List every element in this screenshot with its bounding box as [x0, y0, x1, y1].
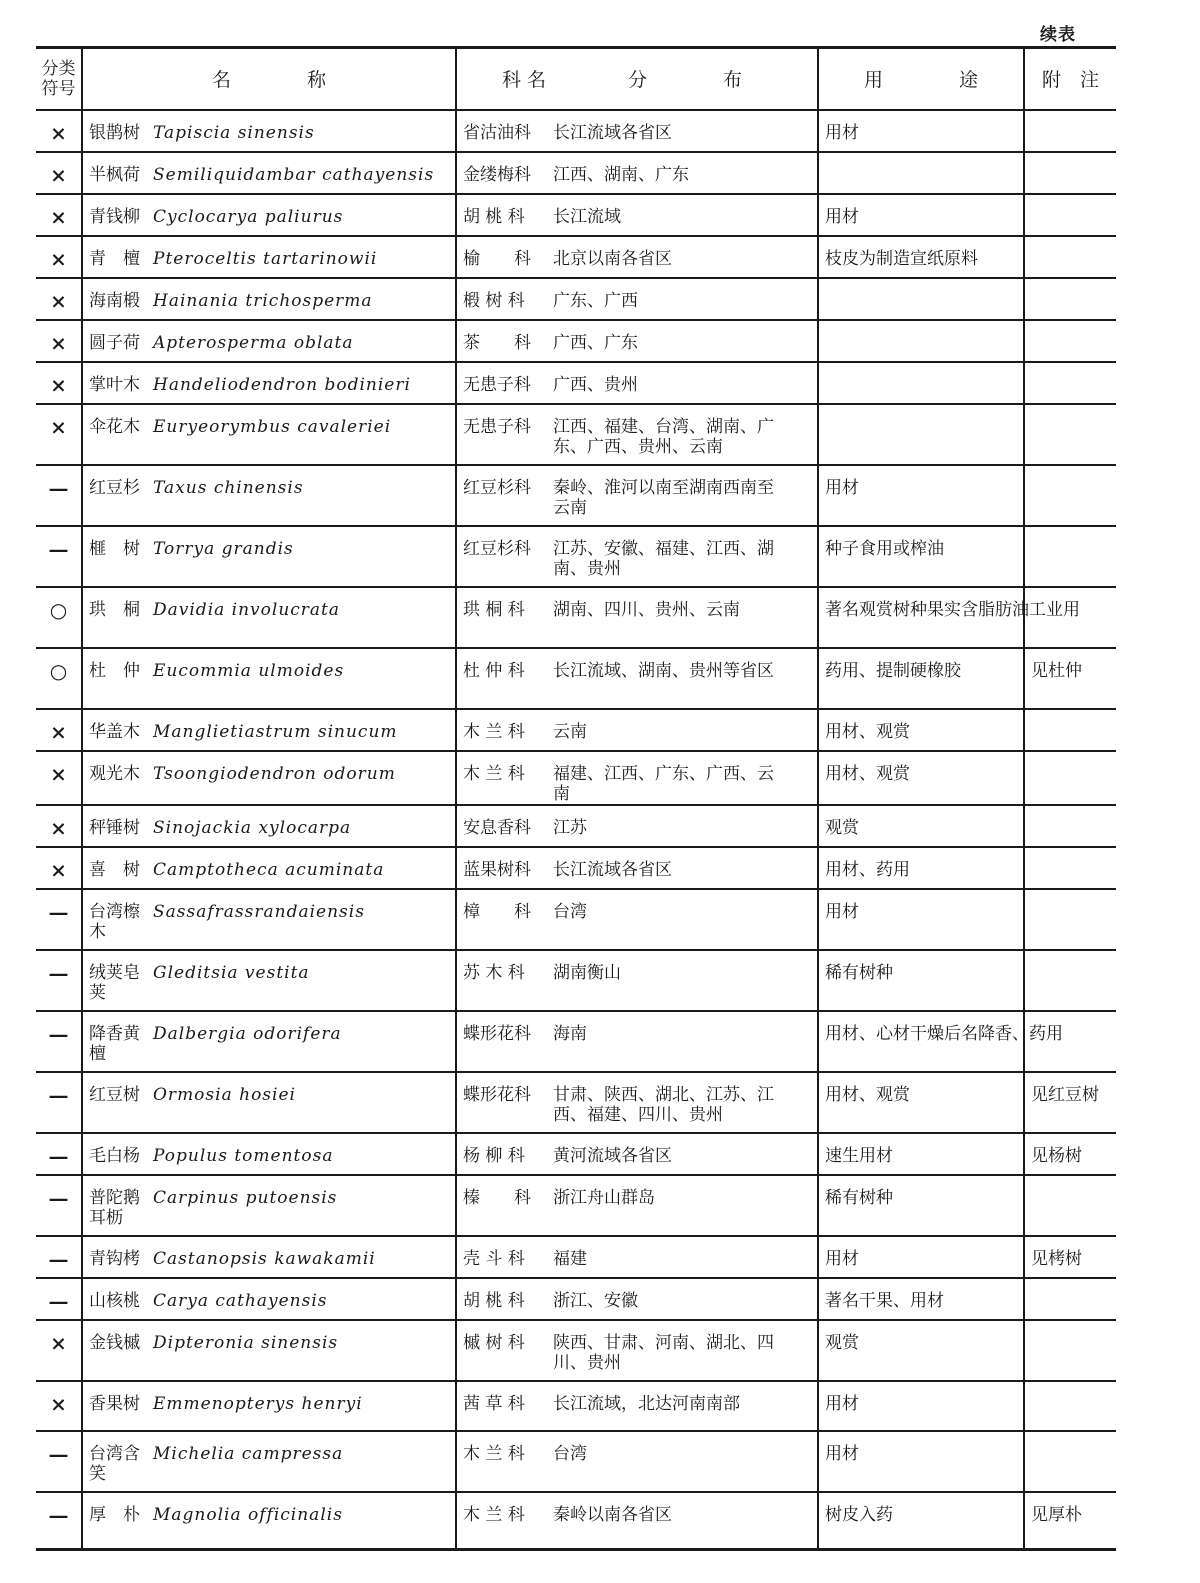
name-cell: [82, 1492, 456, 1550]
name-cell: [82, 1011, 456, 1072]
scientific-name: Cyclocarya paliurus: [153, 206, 344, 227]
header-family-distribution: [456, 48, 818, 110]
classification-symbol: —: [36, 1175, 82, 1236]
header-use: 用 途: [818, 48, 1024, 110]
distribution: 台湾: [553, 901, 587, 922]
table-row: [36, 950, 1116, 1011]
table-row: [36, 587, 1116, 648]
scientific-name: Hainania trichosperma: [153, 290, 373, 311]
distribution: 江苏: [553, 817, 587, 838]
chinese-name: 绒荚皂荚: [89, 962, 140, 1003]
use-cell: 树皮入药: [818, 1492, 1024, 1550]
chinese-name: 红豆树: [89, 1084, 140, 1105]
name-cell: [82, 1072, 456, 1133]
note-cell: 见红豆树: [1024, 1072, 1116, 1133]
table-row: [36, 1072, 1116, 1133]
use-cell: 用材: [818, 889, 1024, 950]
classification-symbol: ×: [36, 1381, 82, 1431]
distribution: 长江流域各省区: [553, 122, 672, 143]
name-cell: [82, 648, 456, 709]
chinese-name: 香果树: [89, 1393, 140, 1414]
table-row: [36, 1236, 1116, 1278]
use-cell: 用材: [818, 1431, 1024, 1492]
table-row: [36, 236, 1116, 278]
name-cell: [82, 1431, 456, 1492]
distribution: 江西、湖南、广东: [553, 164, 689, 185]
scientific-name: Handeliodendron bodinieri: [153, 374, 411, 395]
distribution: 北京以南各省区: [553, 248, 672, 269]
note-cell: 见厚朴: [1024, 1492, 1116, 1550]
note-cell: [1024, 465, 1116, 526]
family-distribution-cell: [456, 1236, 818, 1278]
note-cell: [1024, 152, 1116, 194]
distribution: 湖南衡山: [553, 962, 621, 983]
scientific-name: Dipteronia sinensis: [153, 1332, 339, 1353]
scientific-name: Gleditsia vestita: [153, 962, 310, 983]
table-row: [36, 278, 1116, 320]
chinese-name: 掌叶木: [89, 374, 140, 395]
family-distribution-cell: [456, 1011, 818, 1072]
chinese-name: 秤锤树: [89, 817, 140, 838]
family-name: 无患子科: [463, 374, 531, 395]
table-row: [36, 152, 1116, 194]
name-cell: [82, 1175, 456, 1236]
distribution: 长江流域、湖南、贵州等省区: [553, 660, 774, 681]
note-cell: [1024, 1278, 1116, 1320]
family-name: 省沽油科: [463, 122, 531, 143]
note-cell: [1024, 1381, 1116, 1431]
name-cell: [82, 404, 456, 465]
use-cell: 稀有树种: [818, 1175, 1024, 1236]
note-cell: [1024, 320, 1116, 362]
distribution: 陕西、甘肃、河南、湖北、四川、贵州: [553, 1332, 774, 1373]
use-cell: 用材: [818, 1381, 1024, 1431]
table-row: [36, 1431, 1116, 1492]
family-name: 红豆杉科: [463, 477, 531, 498]
table-row: [36, 1175, 1116, 1236]
distribution: 浙江、安徽: [553, 1290, 638, 1311]
classification-symbol: —: [36, 1133, 82, 1175]
use-cell: 枝皮为制造宣纸原料: [818, 236, 1024, 278]
family-distribution-cell: [456, 1381, 818, 1431]
chinese-name: 台湾含笑: [89, 1443, 140, 1484]
family-name: 金缕梅科: [463, 164, 531, 185]
name-cell: [82, 236, 456, 278]
chinese-name: 圆子荷: [89, 332, 140, 353]
family-distribution-cell: [456, 152, 818, 194]
use-cell: [818, 152, 1024, 194]
table-row: [36, 1011, 1116, 1072]
classification-symbol: —: [36, 1236, 82, 1278]
family-name: 樟 科: [463, 901, 531, 922]
name-cell: [82, 1381, 456, 1431]
note-cell: [1024, 709, 1116, 751]
chinese-name: 毛白杨: [89, 1145, 140, 1166]
use-cell: 用材、药用: [818, 847, 1024, 889]
use-cell: 用材、观赏: [818, 1072, 1024, 1133]
table-row: [36, 1320, 1116, 1381]
chinese-name: 普陀鹅耳枥: [89, 1187, 140, 1228]
scientific-name: Eucommia ulmoides: [153, 660, 345, 681]
chinese-name: 降香黄檀: [89, 1023, 140, 1064]
name-cell: [82, 950, 456, 1011]
classification-symbol: —: [36, 465, 82, 526]
classification-symbol: —: [36, 526, 82, 587]
distribution: 广西、广东: [553, 332, 638, 353]
use-cell: 用材: [818, 194, 1024, 236]
use-cell: 用材: [818, 465, 1024, 526]
classification-symbol: —: [36, 889, 82, 950]
classification-symbol: —: [36, 1278, 82, 1320]
note-cell: [1024, 362, 1116, 404]
classification-symbol: —: [36, 1011, 82, 1072]
chinese-name: 喜 树: [89, 859, 140, 880]
use-cell: 用材、观赏: [818, 751, 1024, 805]
family-distribution-cell: [456, 1133, 818, 1175]
family-name: 苏 木 科: [463, 962, 525, 983]
header-symbol: 分类符号: [36, 48, 82, 110]
species-table: [36, 46, 1116, 1551]
table-row: [36, 362, 1116, 404]
scientific-name: Carpinus putoensis: [153, 1187, 338, 1208]
name-cell: [82, 278, 456, 320]
classification-symbol: ×: [36, 751, 82, 805]
chinese-name: 台湾檫木: [89, 901, 140, 942]
chinese-name: 红豆杉: [89, 477, 140, 498]
note-cell: [1024, 278, 1116, 320]
name-cell: [82, 1236, 456, 1278]
distribution: 福建、江西、广东、广西、云南: [553, 763, 774, 804]
distribution: 广西、贵州: [553, 374, 638, 395]
chinese-name: 金钱槭: [89, 1332, 140, 1353]
family-distribution-cell: [456, 847, 818, 889]
family-distribution-cell: [456, 236, 818, 278]
distribution: 长江流域，北达河南南部: [553, 1393, 740, 1414]
family-distribution-cell: [456, 362, 818, 404]
family-name: 茶 科: [463, 332, 531, 353]
family-distribution-cell: [456, 587, 818, 648]
family-distribution-cell: [456, 648, 818, 709]
classification-symbol: ×: [36, 1320, 82, 1381]
note-cell: [1024, 236, 1116, 278]
note-cell: [1024, 847, 1116, 889]
chinese-name: 半枫荷: [89, 164, 140, 185]
classification-symbol: ×: [36, 847, 82, 889]
family-distribution-cell: [456, 278, 818, 320]
name-cell: [82, 362, 456, 404]
note-cell: [1024, 1175, 1116, 1236]
use-cell: 用材、观赏: [818, 709, 1024, 751]
classification-symbol: ×: [36, 320, 82, 362]
distribution: 长江流域各省区: [553, 859, 672, 880]
note-cell: [1024, 805, 1116, 847]
scientific-name: Michelia campressa: [153, 1443, 344, 1464]
use-cell: 观赏: [818, 805, 1024, 847]
scientific-name: Pteroceltis tartarinowii: [153, 248, 378, 269]
scientific-name: Tapiscia sinensis: [153, 122, 315, 143]
family-name: 槭 树 科: [463, 1332, 525, 1353]
family-distribution-cell: [456, 805, 818, 847]
classification-symbol: ○: [36, 648, 82, 709]
family-distribution-cell: [456, 110, 818, 152]
continued-label: 续表: [1040, 25, 1076, 45]
use-cell: 著名干果、用材: [818, 1278, 1024, 1320]
note-cell: [1024, 751, 1116, 805]
table-row: [36, 465, 1116, 526]
scientific-name: Taxus chinensis: [153, 477, 304, 498]
scientific-name: Torrya grandis: [153, 538, 294, 559]
table-row: [36, 1492, 1116, 1550]
family-name: 安息香科: [463, 817, 531, 838]
family-name: 杨 柳 科: [463, 1145, 525, 1166]
family-distribution-cell: [456, 465, 818, 526]
family-name: 木 兰 科: [463, 763, 525, 784]
family-name: 珙 桐 科: [463, 599, 525, 620]
use-cell: 著名观赏树种果实含脂肪油工业用: [818, 587, 1024, 648]
name-cell: [82, 709, 456, 751]
distribution: 长江流域: [553, 206, 621, 227]
header-family: 科 名: [501, 69, 546, 92]
note-cell: [1024, 404, 1116, 465]
family-name: 榛 科: [463, 1187, 531, 1208]
note-cell: [1024, 1320, 1116, 1381]
use-cell: [818, 320, 1024, 362]
note-cell: 见杜仲: [1024, 648, 1116, 709]
table-row: [36, 1381, 1116, 1431]
scientific-name: Davidia involucrata: [153, 599, 341, 620]
scientific-name: Euryeorymbus cavaleriei: [153, 416, 392, 437]
chinese-name: 青 檀: [89, 248, 140, 269]
note-cell: [1024, 1431, 1116, 1492]
scientific-name: Semiliquidambar cathayensis: [153, 164, 435, 185]
chinese-name: 海南椴: [89, 290, 140, 311]
family-distribution-cell: [456, 1492, 818, 1550]
table-row: [36, 320, 1116, 362]
chinese-name: 山核桃: [89, 1290, 140, 1311]
family-name: 胡 桃 科: [463, 1290, 525, 1311]
classification-symbol: ×: [36, 362, 82, 404]
scientific-name: Dalbergia odorifera: [153, 1023, 342, 1044]
name-cell: [82, 320, 456, 362]
table-row: [36, 889, 1116, 950]
header-notes: 附 注: [1024, 48, 1116, 110]
classification-symbol: —: [36, 1072, 82, 1133]
classification-symbol: ×: [36, 110, 82, 152]
family-distribution-cell: [456, 1320, 818, 1381]
note-cell: 见栲树: [1024, 1236, 1116, 1278]
use-cell: [818, 278, 1024, 320]
family-distribution-cell: [456, 709, 818, 751]
family-name: 无患子科: [463, 416, 531, 437]
scientific-name: Emmenopterys henryi: [153, 1393, 363, 1414]
table-row: [36, 648, 1116, 709]
name-cell: [82, 152, 456, 194]
table-row: [36, 847, 1116, 889]
scientific-name: Apterosperma oblata: [153, 332, 354, 353]
classification-symbol: ×: [36, 194, 82, 236]
table-row: [36, 526, 1116, 587]
use-cell: 药用、提制硬橡胶: [818, 648, 1024, 709]
chinese-name: 观光木: [89, 763, 140, 784]
family-distribution-cell: [456, 1278, 818, 1320]
header-distribution: 分 布: [628, 69, 743, 92]
classification-symbol: ×: [36, 152, 82, 194]
family-name: 茜 草 科: [463, 1393, 525, 1414]
family-distribution-cell: [456, 1072, 818, 1133]
distribution: 湖南、四川、贵州、云南: [553, 599, 740, 620]
family-name: 蝶形花科: [463, 1084, 531, 1105]
table-row: [36, 404, 1116, 465]
chinese-name: 青钱柳: [89, 206, 140, 227]
family-distribution-cell: [456, 1431, 818, 1492]
name-cell: [82, 889, 456, 950]
scientific-name: Ormosia hosiei: [153, 1084, 296, 1105]
family-name: 蝶形花科: [463, 1023, 531, 1044]
distribution: 福建: [553, 1248, 587, 1269]
name-cell: [82, 465, 456, 526]
scientific-name: Sassafrassrandaiensis: [153, 901, 365, 922]
distribution: 秦岭、淮河以南至湖南西南至云南: [553, 477, 774, 518]
table-row: [36, 194, 1116, 236]
chinese-name: 杜 仲: [89, 660, 140, 681]
use-cell: 速生用材: [818, 1133, 1024, 1175]
chinese-name: 榧 树: [89, 538, 140, 559]
family-name: 杜 仲 科: [463, 660, 525, 681]
use-cell: 种子食用或榨油: [818, 526, 1024, 587]
classification-symbol: ×: [36, 404, 82, 465]
name-cell: [82, 587, 456, 648]
name-cell: [82, 847, 456, 889]
family-name: 蓝果树科: [463, 859, 531, 880]
family-distribution-cell: [456, 404, 818, 465]
distribution: 江西、福建、台湾、湖南、广东、广西、贵州、云南: [553, 416, 774, 457]
family-name: 榆 科: [463, 248, 531, 269]
family-name: 木 兰 科: [463, 721, 525, 742]
note-cell: [1024, 526, 1116, 587]
family-distribution-cell: [456, 751, 818, 805]
family-distribution-cell: [456, 1175, 818, 1236]
family-name: 椴 树 科: [463, 290, 525, 311]
family-distribution-cell: [456, 526, 818, 587]
family-name: 壳 斗 科: [463, 1248, 525, 1269]
name-cell: [82, 1133, 456, 1175]
use-cell: [818, 362, 1024, 404]
distribution: 广东、广西: [553, 290, 638, 311]
family-name: 红豆杉科: [463, 538, 531, 559]
classification-symbol: ×: [36, 709, 82, 751]
classification-symbol: ×: [36, 805, 82, 847]
classification-symbol: ○: [36, 587, 82, 648]
name-cell: [82, 805, 456, 847]
table-row: [36, 751, 1116, 805]
classification-symbol: —: [36, 1492, 82, 1550]
scientific-name: Camptotheca acuminata: [153, 859, 385, 880]
distribution: 海南: [553, 1023, 587, 1044]
family-name: 胡 桃 科: [463, 206, 525, 227]
scientific-name: Tsoongiodendron odorum: [153, 763, 396, 784]
classification-symbol: —: [36, 1431, 82, 1492]
note-cell: [1024, 194, 1116, 236]
use-cell: 稀有树种: [818, 950, 1024, 1011]
distribution: 秦岭以南各省区: [553, 1504, 672, 1525]
classification-symbol: —: [36, 950, 82, 1011]
family-distribution-cell: [456, 950, 818, 1011]
use-cell: 用材: [818, 1236, 1024, 1278]
scientific-name: Sinojackia xylocarpa: [153, 817, 352, 838]
name-cell: [82, 1320, 456, 1381]
table-row: [36, 110, 1116, 152]
scientific-name: Castanopsis kawakamii: [153, 1248, 376, 1269]
note-cell: [1024, 110, 1116, 152]
distribution: 浙江舟山群岛: [553, 1187, 655, 1208]
distribution: 江苏、安徽、福建、江西、湖南、贵州: [553, 538, 774, 579]
table-row: [36, 709, 1116, 751]
name-cell: [82, 1278, 456, 1320]
header-name: 名 称: [82, 48, 456, 110]
classification-symbol: ×: [36, 278, 82, 320]
family-name: 木 兰 科: [463, 1443, 525, 1464]
family-distribution-cell: [456, 194, 818, 236]
table-body: [36, 110, 1116, 1550]
name-cell: [82, 194, 456, 236]
scientific-name: Carya cathayensis: [153, 1290, 328, 1311]
name-cell: [82, 110, 456, 152]
chinese-name: 青钩栲: [89, 1248, 140, 1269]
chinese-name: 华盖木: [89, 721, 140, 742]
chinese-name: 银鹊树: [89, 122, 140, 143]
scientific-name: Magnolia officinalis: [153, 1504, 343, 1525]
table-header-row: [36, 48, 1116, 110]
chinese-name: 珙 桐: [89, 599, 140, 620]
distribution: 甘肃、陕西、湖北、江苏、江西、福建、四川、贵州: [553, 1084, 774, 1125]
family-name: 木 兰 科: [463, 1504, 525, 1525]
table-row: [36, 805, 1116, 847]
name-cell: [82, 526, 456, 587]
use-cell: 用材、心材干燥后名降香、药用: [818, 1011, 1024, 1072]
chinese-name: 厚 朴: [89, 1504, 140, 1525]
name-cell: [82, 751, 456, 805]
note-cell: 见杨树: [1024, 1133, 1116, 1175]
scientific-name: Manglietiastrum sinucum: [153, 721, 398, 742]
distribution: 云南: [553, 721, 587, 742]
note-cell: [1024, 889, 1116, 950]
use-cell: [818, 404, 1024, 465]
classification-symbol: ×: [36, 236, 82, 278]
use-cell: 观赏: [818, 1320, 1024, 1381]
family-distribution-cell: [456, 889, 818, 950]
table-row: [36, 1133, 1116, 1175]
note-cell: [1024, 950, 1116, 1011]
use-cell: 用材: [818, 110, 1024, 152]
scientific-name: Populus tomentosa: [153, 1145, 334, 1166]
family-distribution-cell: [456, 320, 818, 362]
chinese-name: 伞花木: [89, 416, 140, 437]
table-row: [36, 1278, 1116, 1320]
distribution: 黄河流域各省区: [553, 1145, 672, 1166]
distribution: 台湾: [553, 1443, 587, 1464]
